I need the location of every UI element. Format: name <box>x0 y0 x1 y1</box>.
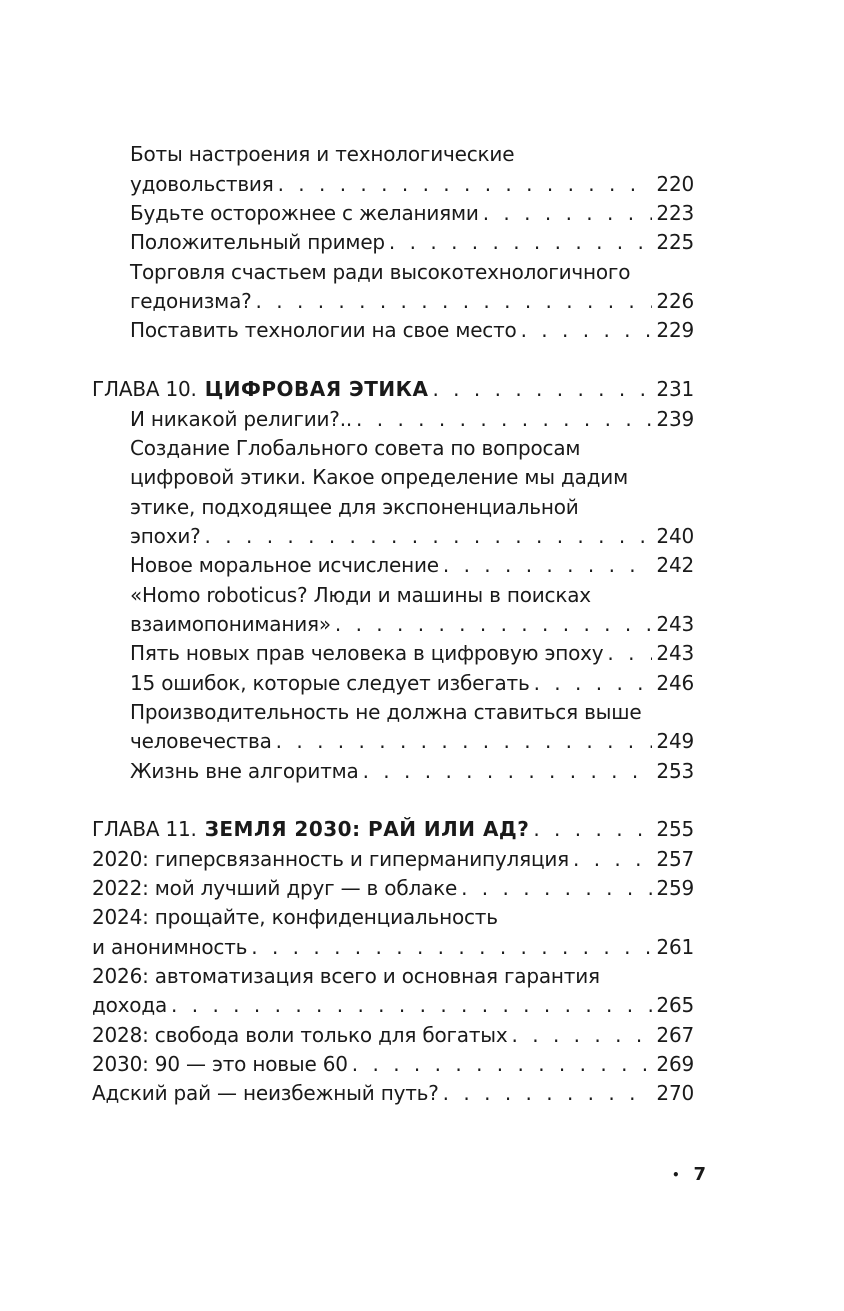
leader-dots <box>171 991 652 1020</box>
toc-entry-title: взаимопонимания» <box>130 612 331 636</box>
leader-dots <box>278 170 653 199</box>
chapter-heading <box>92 375 694 404</box>
toc-entry-line <box>130 434 694 463</box>
toc-page-number: 267 <box>656 1023 694 1047</box>
toc-entry <box>130 639 694 668</box>
toc-entry <box>92 1079 694 1108</box>
chapter-number: ГЛАВА 10. <box>92 377 197 401</box>
toc-entry-title: Будьте осторожнее с желаниями <box>130 201 479 225</box>
toc-entry-title: 2026: автоматизация всего и основная гарантия <box>92 964 600 988</box>
toc-page-number: 270 <box>656 1081 694 1105</box>
toc-entry <box>92 933 694 962</box>
toc-page-number: 242 <box>656 553 694 577</box>
toc-entry <box>92 991 694 1020</box>
toc-entry <box>92 874 694 903</box>
toc-entry <box>92 1021 694 1050</box>
toc-page-number: 249 <box>656 729 694 753</box>
toc-entry-line <box>130 463 694 492</box>
toc-page-number: 223 <box>656 201 694 225</box>
leader-dots <box>607 639 652 668</box>
leader-dots <box>533 815 652 844</box>
toc-entry-line <box>130 581 694 610</box>
toc-entry-title: 15 ошибок, которые следует избегать <box>130 671 530 695</box>
toc-entry-line <box>130 258 694 287</box>
leader-dots <box>251 933 652 962</box>
toc-entry-title: Жизнь вне алгоритма <box>130 759 359 783</box>
leader-dots <box>356 405 652 434</box>
chapter-heading <box>92 815 694 844</box>
toc-entry-title: 2028: свобода воли только для богатых <box>92 1023 508 1047</box>
leader-dots <box>573 845 652 874</box>
toc-entry-title: гедонизма? <box>130 289 252 313</box>
toc-entry-title: удовольствия <box>130 172 274 196</box>
toc-page-number: 240 <box>656 524 694 548</box>
toc-entry-title: этике, подходящее для экспоненциальной <box>130 495 579 519</box>
toc-entry <box>130 199 694 228</box>
toc-entry <box>130 316 694 345</box>
toc-page-number: 259 <box>656 876 694 900</box>
leader-dots <box>443 551 653 580</box>
chapter-number: ГЛАВА 11. <box>92 817 197 841</box>
leader-dots <box>461 874 652 903</box>
toc-entry-title: Производительность не должна ставиться выше <box>130 700 642 724</box>
chapter-title: ЗЕМЛЯ 2030: РАЙ ИЛИ АД? <box>204 817 530 841</box>
toc-entry-title: 2030: 90 — это новые 60 <box>92 1052 348 1076</box>
chapter-title: ЦИФРОВАЯ ЭТИКА <box>204 377 429 401</box>
toc-page-number: 229 <box>656 318 694 342</box>
toc-entry-title: Пять новых прав человека в цифровую эпоху <box>130 641 604 665</box>
toc-entry-title: Новое моральное исчисление <box>130 553 439 577</box>
leader-dots <box>521 316 653 345</box>
toc-entry-title: Адский рай — неизбежный путь? <box>92 1081 439 1105</box>
folio-number: 7 <box>693 1164 706 1185</box>
toc-entry-title: Создание Глобального совета по вопросам <box>130 436 581 460</box>
leader-dots <box>443 1079 653 1108</box>
leader-dots <box>256 287 653 316</box>
folio-bullet-icon: • <box>672 1167 680 1182</box>
toc-entry-title: «Homo roboticus? Люди и машины в поисках <box>130 583 591 607</box>
toc-entry <box>92 845 694 874</box>
toc-entry <box>130 522 694 551</box>
toc-page-number: 261 <box>656 935 694 959</box>
toc-entry <box>130 669 694 698</box>
page-folio <box>672 1160 706 1189</box>
toc-entry-title: Боты настроения и технологические <box>130 142 515 166</box>
toc-entry <box>130 610 694 639</box>
leader-dots <box>335 610 653 639</box>
toc-entry <box>130 551 694 580</box>
toc-entry-title: эпохи? <box>130 524 201 548</box>
toc-entry-title: Торговля счастьем ради высокотехнологичного <box>130 260 631 284</box>
toc-entry-line <box>130 140 694 169</box>
toc-entry-line <box>92 903 694 932</box>
toc-entry <box>130 405 694 434</box>
toc-entry-title: 2020: гиперсвязанность и гиперманипуляция <box>92 847 569 871</box>
leader-dots <box>205 522 653 551</box>
toc-page-number: 239 <box>656 407 694 431</box>
toc-page-number: 225 <box>656 230 694 254</box>
toc-page-number: 253 <box>656 759 694 783</box>
leader-dots <box>363 757 653 786</box>
toc-entry-title: Положительный пример <box>130 230 385 254</box>
toc-entry-title: дохода <box>92 993 168 1017</box>
toc-entry <box>130 170 694 199</box>
leader-dots <box>512 1021 653 1050</box>
toc-entry-line <box>130 493 694 522</box>
toc-entry-title: цифровой этики. Какое определение мы дадим <box>130 465 628 489</box>
leader-dots <box>432 375 652 404</box>
toc-page-number: 231 <box>656 377 694 401</box>
toc-entry <box>92 1050 694 1079</box>
toc-page-number: 220 <box>656 172 694 196</box>
toc-page-number: 226 <box>656 289 694 313</box>
toc-entry-title: Поставить технологии на свое место <box>130 318 517 342</box>
toc-entry-title: и анонимность <box>92 935 248 959</box>
leader-dots <box>276 727 653 756</box>
leader-dots <box>352 1050 653 1079</box>
leader-dots <box>389 228 653 257</box>
toc-page-number: 269 <box>656 1052 694 1076</box>
toc-entry <box>130 228 694 257</box>
toc-entry <box>130 757 694 786</box>
toc-entry-title: 2022: мой лучший друг — в облаке <box>92 876 458 900</box>
toc-entry-line <box>92 962 694 991</box>
toc-page-number: 246 <box>656 671 694 695</box>
toc-entry-line <box>130 698 694 727</box>
leader-dots <box>483 199 653 228</box>
toc-entry-title: человечества <box>130 729 272 753</box>
toc-page-number: 255 <box>656 817 694 841</box>
toc-entry <box>130 287 694 316</box>
toc-page-number: 243 <box>656 641 694 665</box>
toc-page-number: 265 <box>656 993 694 1017</box>
toc-entry-title: 2024: прощайте, конфиденциальность <box>92 905 498 929</box>
toc-page-number: 243 <box>656 612 694 636</box>
leader-dots <box>534 669 653 698</box>
toc-entry-title: И никакой религии?.. <box>130 407 353 431</box>
toc-page-number: 257 <box>656 847 694 871</box>
toc-entry <box>130 727 694 756</box>
